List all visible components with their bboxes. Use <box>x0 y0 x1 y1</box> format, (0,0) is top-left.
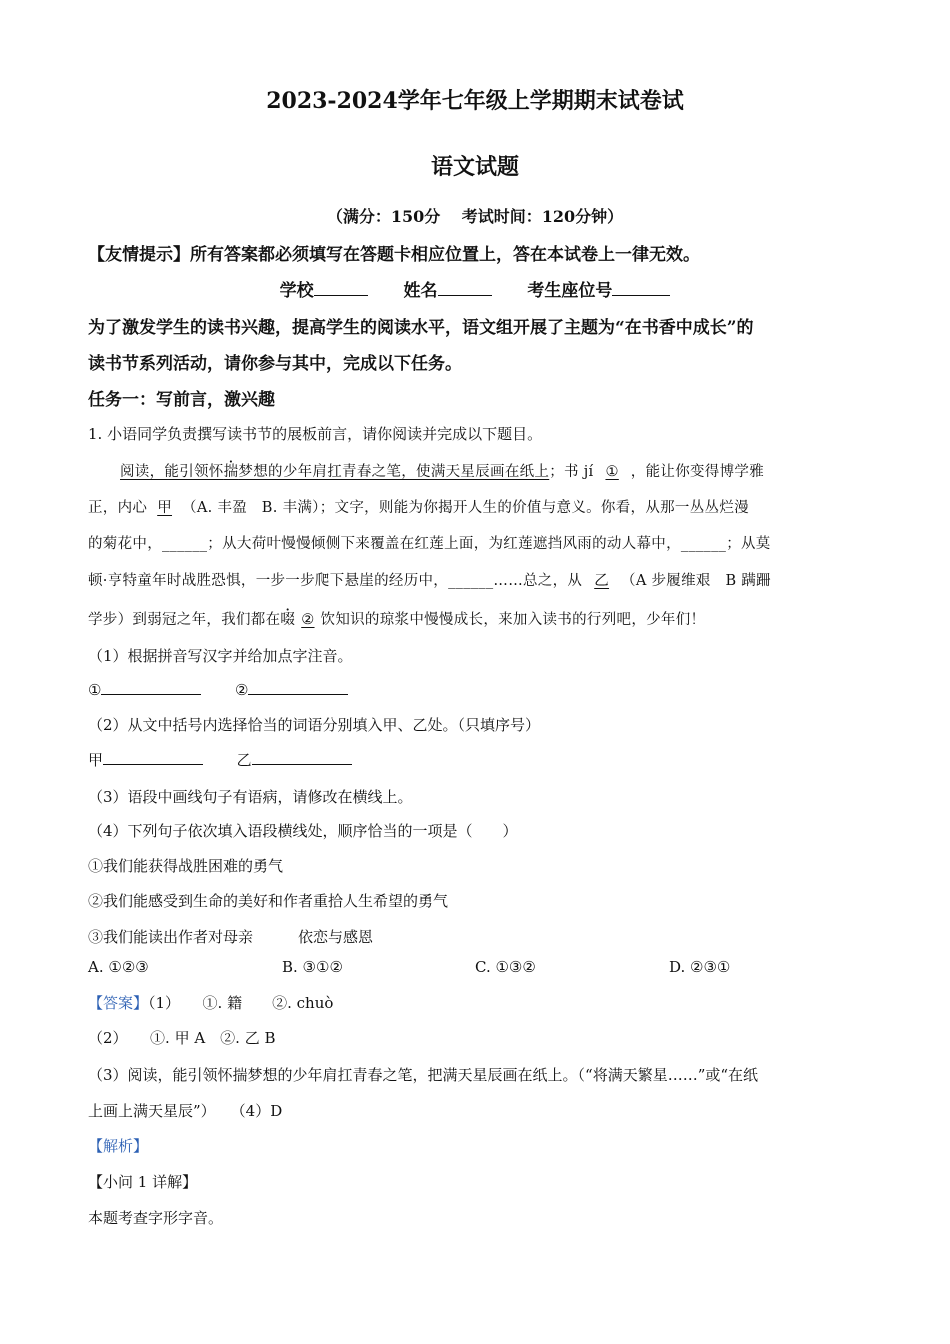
task-1-heading: 任务一：写前言，激兴趣 <box>88 390 275 410</box>
answer-blank[interactable] <box>101 680 201 695</box>
passage-line-4: 顿·亨特童年时战胜恐惧，一步一步爬下悬崖的经历中，______……总之，从 乙 （A 步履维艰 B 蹒跚 <box>88 573 771 589</box>
passage-line-2: 正，内心 甲 （A. 丰盈 B. 丰满）；文字，则能为你揭开人生的价值与意义。你看，从那一丛丛烂漫 <box>88 500 749 516</box>
sub-question-1: （1）根据拼音写汉字并给加点字注音。 <box>88 647 353 665</box>
school-blank[interactable] <box>314 281 368 296</box>
friendly-tip: 【友情提示】所有答案都必须填写在答题卡相应位置上，答在本试卷上一律无效。 <box>88 245 700 265</box>
sub-question-4: （4）下列句子依次填入语段横线处，顺序恰当的一项是（ ） <box>88 822 518 840</box>
options-row <box>88 958 866 982</box>
sub-question-3: （3）语段中画线句子有语病，请修改在横线上。 <box>88 788 413 806</box>
name-label: 姓名 <box>403 281 438 301</box>
dotted-char-chuo: 啜 <box>280 612 296 628</box>
analysis-sub-heading: 【小问 1 详解】 <box>88 1173 198 1191</box>
answer-blank[interactable] <box>103 750 203 765</box>
blank-mark-2: ② <box>301 612 315 628</box>
option-c[interactable]: C. ①③② <box>475 958 536 976</box>
analysis-label: 【解析】 <box>88 1137 149 1155</box>
question-1-stem: 1. 小语同学负责撰写读书节的展板前言，请你阅读并完成以下题目。 <box>88 425 543 443</box>
choice-2: ②我们能感受到生命的美好和作者重拾人生希望的勇气 <box>88 892 449 910</box>
analysis-text: 本题考查字形字音。 <box>88 1209 224 1227</box>
answer-blank[interactable] <box>252 750 352 765</box>
student-fields <box>0 276 950 301</box>
answer-label: 【答案】 <box>88 994 149 1012</box>
sub-1-blanks: ① ② <box>88 680 866 699</box>
option-b[interactable]: B. ③①② <box>282 958 343 976</box>
answer-line-2: （2） ①. 甲 A ②. 乙 B <box>88 1029 276 1047</box>
intro-line-2: 读书节系列活动，请你参与其中，完成以下任务。 <box>88 354 462 374</box>
sub-question-2: （2）从文中括号内选择恰当的词语分别填入甲、乙处。（只填序号） <box>88 716 541 734</box>
school-label: 学校 <box>279 281 314 301</box>
intro-line-1: 为了激发学生的读书兴趣，提高学生的阅读水平，语文组开展了主题为“在书香中成长”的 <box>88 318 754 338</box>
name-blank[interactable] <box>438 281 492 296</box>
flawed-sentence: 阅读，能引领怀揣梦想的少年肩扛青春之笔，使满天星辰画在纸上 <box>120 464 550 480</box>
option-a[interactable]: A. ①②③ <box>88 958 149 976</box>
exam-subtitle: 语文试题 <box>430 154 519 180</box>
choice-1: ①我们能获得战胜困难的勇气 <box>88 857 284 875</box>
exam-title: 2023-2024学年七年级上学期期末试卷试 <box>266 88 684 114</box>
option-d[interactable]: D. ②③① <box>669 958 731 976</box>
passage-line-3: 的菊花中，______；从大荷叶慢慢倾侧下来覆盖在红莲上面，为红莲遮挡风雨的动人幕中，______；从莫 <box>88 536 771 552</box>
sub-2-blanks: 甲 乙 <box>88 749 866 770</box>
blank-jia: 甲 <box>157 500 173 516</box>
blank-yi: 乙 <box>594 573 610 589</box>
score-time: （满分：150分 考试时间：120分钟） <box>326 207 624 226</box>
seat-label: 考生座位号 <box>527 281 613 301</box>
passage-line-1: 阅读，能引领怀揣梦想的少年肩扛青春之笔，使满天星辰画在纸上；书 jí ① ，能让你变得博学雅 <box>120 464 764 480</box>
answer-line-3: （3）阅读，能引领怀揣梦想的少年肩扛青春之笔，把满天星辰画在纸上。（“将满天繁星……”或“在纸 <box>88 1066 759 1084</box>
blank-mark-1: ① <box>605 464 619 480</box>
answer-line-4: 上画上满天星辰”） （4）D <box>88 1102 283 1120</box>
seat-blank[interactable] <box>612 281 670 296</box>
answer-line-1: 【答案】（1） ①. 籍 ②. chuò <box>88 994 334 1012</box>
dotted-char-chuai: 揣 <box>223 464 239 480</box>
choice-3: ③我们能读出作者对母亲 依恋与感恩 <box>88 928 374 946</box>
answer-blank[interactable] <box>248 680 348 695</box>
passage-line-5: 学步）到弱冠之年，我们都在啜 ② 饮知识的琼浆中慢慢成长，来加入读书的行列吧，少年们！ <box>88 612 706 628</box>
